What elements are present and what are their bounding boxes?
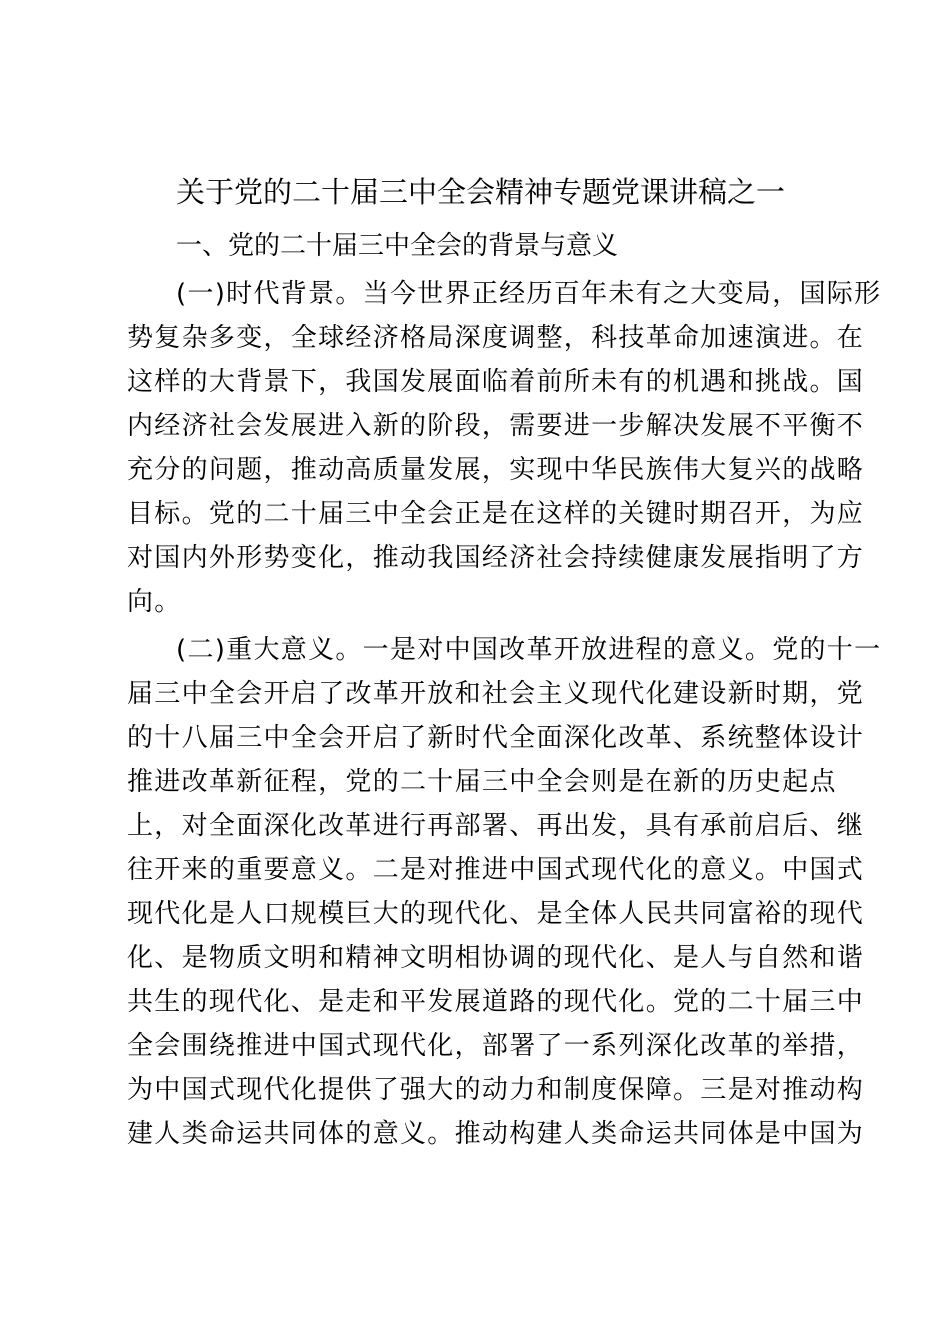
paragraph-line: 势复杂多变，全球经济格局深度调整，科技革命加速演进。在	[127, 323, 865, 353]
paragraph-line: 目标。党的二十届三中全会正是在这样的关键时期召开，为应	[127, 499, 865, 529]
paragraph-line: (一)时代背景。当今世界正经历百年未有之大变局，国际形	[176, 279, 882, 309]
paragraph-line: 向。	[127, 587, 182, 617]
paragraph-line: 充分的问题，推动高质量发展，实现中华民族伟大复兴的战略	[127, 455, 865, 485]
paragraph-line: 化、是物质文明和精神文明相协调的现代化、是人与自然和谐	[127, 943, 865, 973]
paragraph-line: 推进改革新征程，党的二十届三中全会则是在新的历史起点	[127, 767, 837, 797]
paragraph-line: 现代化是人口规模巨大的现代化、是全体人民共同富裕的现代	[127, 899, 865, 929]
paragraph-line: 对国内外形势变化，推动我国经济社会持续健康发展指明了方	[127, 543, 865, 573]
paragraph-line: (二)重大意义。一是对中国改革开放进程的意义。党的十一	[176, 635, 882, 665]
document-title: 关于党的二十届三中全会精神专题党课讲稿之一	[176, 175, 786, 209]
paragraph-line: 届三中全会开启了改革开放和社会主义现代化建设新时期，党	[127, 679, 865, 709]
paragraph-line: 共生的现代化、是走和平发展道路的现代化。党的二十届三中	[127, 987, 865, 1017]
paragraph-line: 内经济社会发展进入新的阶段，需要进一步解决发展不平衡不	[127, 411, 865, 441]
paragraph-line: 的十八届三中全会开启了新时代全面深化改革、系统整体设计	[127, 723, 865, 753]
paragraph-line: 这样的大背景下，我国发展面临着前所未有的机遇和挑战。国	[127, 367, 865, 397]
section-heading: 一、党的二十届三中全会的背景与意义	[176, 231, 619, 261]
paragraph-line: 建人类命运共同体的意义。推动构建人类命运共同体是中国为	[127, 1119, 865, 1149]
paragraph-line: 上，对全面深化改革进行再部署、再出发，具有承前启后、继	[127, 811, 865, 841]
paragraph-line: 往开来的重要意义。二是对推进中国式现代化的意义。中国式	[127, 855, 865, 885]
paragraph-line: 为中国式现代化提供了强大的动力和制度保障。三是对推动构	[127, 1075, 865, 1105]
paragraph-line: 全会围绕推进中国式现代化，部署了一系列深化改革的举措，	[127, 1031, 865, 1061]
